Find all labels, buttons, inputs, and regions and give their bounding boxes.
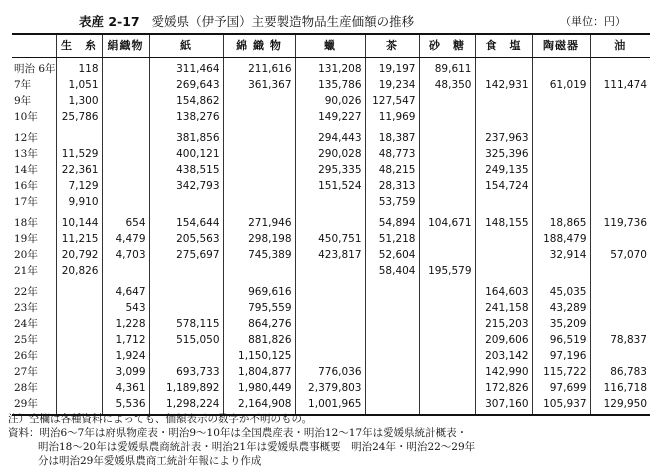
value-cell: 438,515: [149, 162, 223, 178]
value-cell: 203,142: [475, 348, 532, 364]
year-cell: 13年: [14, 148, 38, 160]
year-cell: 16年: [14, 180, 38, 192]
value-cell: 4,479: [102, 231, 149, 247]
value-cell: 78,837: [590, 332, 650, 348]
value-cell: 104,671: [419, 210, 475, 231]
table-row: [12, 231, 650, 247]
value-cell: 1,228: [102, 316, 149, 332]
value-cell: 57,070: [590, 247, 650, 263]
table-row: [12, 279, 650, 300]
value-cell: [295, 348, 365, 364]
year-cell: 25年: [14, 334, 38, 346]
value-cell: 86,783: [590, 364, 650, 380]
value-cell: 11,969: [365, 109, 419, 125]
value-cell: [475, 194, 532, 210]
value-cell: 142,931: [475, 77, 532, 93]
value-cell: [295, 316, 365, 332]
value-cell: [590, 231, 650, 247]
table-row: [12, 210, 650, 231]
value-cell: 119,736: [590, 210, 650, 231]
year-cell: 27年: [14, 366, 38, 378]
value-cell: [532, 194, 590, 210]
value-cell: 48,350: [419, 77, 475, 93]
year-cell: 明治 6年: [14, 63, 56, 75]
value-cell: 693,733: [149, 364, 223, 380]
value-cell: 311,464: [149, 58, 223, 78]
value-cell: 164,603: [475, 279, 532, 300]
year-cell: 24年: [14, 318, 38, 330]
note-sources-cont: 明治18～20年は愛媛県農商統計表・明治21年は愛媛県農事概要 明治24年・明治22～29年: [38, 441, 476, 453]
year-cell: 20年: [14, 249, 38, 261]
value-cell: 205,563: [149, 231, 223, 247]
value-cell: [419, 300, 475, 316]
table-row: [12, 162, 650, 178]
column-header: 食 塩: [475, 34, 532, 58]
value-cell: 188,479: [532, 231, 590, 247]
value-cell: 19,197: [365, 58, 419, 78]
value-cell: 115,722: [532, 364, 590, 380]
table-row: [12, 247, 650, 263]
value-cell: [295, 263, 365, 279]
value-cell: [56, 348, 102, 364]
value-cell: 290,028: [295, 146, 365, 162]
value-cell: [365, 348, 419, 364]
value-cell: [419, 316, 475, 332]
value-cell: [419, 332, 475, 348]
value-cell: 381,856: [149, 125, 223, 146]
value-cell: [532, 93, 590, 109]
value-cell: 53,759: [365, 194, 419, 210]
value-cell: 295,335: [295, 162, 365, 178]
value-cell: [223, 146, 295, 162]
value-cell: 361,367: [223, 77, 295, 93]
value-cell: [149, 279, 223, 300]
value-cell: 271,946: [223, 210, 295, 231]
value-cell: 97,699: [532, 380, 590, 396]
year-cell: 18年: [14, 217, 38, 229]
value-cell: 7,129: [56, 178, 102, 194]
value-cell: [295, 279, 365, 300]
value-cell: 19,234: [365, 77, 419, 93]
column-header: 蠟: [295, 34, 365, 58]
column-header: 生 糸: [56, 34, 102, 58]
value-cell: 450,751: [295, 231, 365, 247]
value-cell: 135,786: [295, 77, 365, 93]
value-cell: 97,196: [532, 348, 590, 364]
value-cell: [475, 263, 532, 279]
value-cell: 22,361: [56, 162, 102, 178]
value-cell: [102, 109, 149, 125]
value-cell: [56, 300, 102, 316]
value-cell: 138,276: [149, 109, 223, 125]
value-cell: 142,990: [475, 364, 532, 380]
value-cell: [590, 194, 650, 210]
value-cell: [590, 279, 650, 300]
value-cell: 400,121: [149, 146, 223, 162]
value-cell: [56, 380, 102, 396]
value-cell: [365, 300, 419, 316]
value-cell: [365, 364, 419, 380]
value-cell: 515,050: [149, 332, 223, 348]
value-cell: [149, 263, 223, 279]
value-cell: 89,611: [419, 58, 475, 78]
table-row: [12, 58, 650, 78]
table-row: [12, 364, 650, 380]
value-cell: 211,616: [223, 58, 295, 78]
table-row: [12, 332, 650, 348]
table-row: [12, 109, 650, 125]
value-cell: [590, 146, 650, 162]
value-cell: 9,910: [56, 194, 102, 210]
value-cell: 45,035: [532, 279, 590, 300]
header-year: [12, 34, 56, 58]
value-cell: 864,276: [223, 316, 295, 332]
value-cell: [590, 93, 650, 109]
value-cell: [532, 263, 590, 279]
value-cell: [475, 93, 532, 109]
value-cell: 543: [102, 300, 149, 316]
value-cell: 1,150,125: [223, 348, 295, 364]
table-row: [12, 380, 650, 396]
value-cell: 654: [102, 210, 149, 231]
value-cell: 151,524: [295, 178, 365, 194]
table-row: [12, 77, 650, 93]
value-cell: [102, 77, 149, 93]
value-cell: 48,215: [365, 162, 419, 178]
value-cell: [223, 263, 295, 279]
value-cell: 342,793: [149, 178, 223, 194]
note-blank-cells: 注）空欄は各種資料によっても、価額表示の数字が不明のもの。: [8, 413, 313, 425]
value-cell: [475, 247, 532, 263]
year-cell: 28年: [14, 382, 38, 394]
title-row: [0, 12, 640, 30]
value-cell: [56, 279, 102, 300]
value-cell: 1,051: [56, 77, 102, 93]
value-cell: 269,643: [149, 77, 223, 93]
value-cell: 149,227: [295, 109, 365, 125]
value-cell: [223, 194, 295, 210]
value-cell: [590, 162, 650, 178]
value-cell: 209,606: [475, 332, 532, 348]
value-cell: 10,144: [56, 210, 102, 231]
value-cell: 28,313: [365, 178, 419, 194]
production-table: [12, 33, 650, 416]
value-cell: 54,894: [365, 210, 419, 231]
note-sources: 資料：明治6～7年は府県物産表・明治9～10年は全国農産表・明治12～17年は愛媛県統計概表・: [8, 427, 468, 439]
column-header: 絹織物: [102, 34, 149, 58]
table-title-text: 愛媛県（伊予国）主要製造物品生産価額の推移: [151, 14, 415, 29]
value-cell: [365, 279, 419, 300]
year-cell: 22年: [14, 286, 38, 298]
value-cell: [102, 125, 149, 146]
value-cell: 307,160: [475, 396, 532, 415]
value-cell: 1,189,892: [149, 380, 223, 396]
value-cell: [419, 231, 475, 247]
value-cell: 578,115: [149, 316, 223, 332]
value-cell: [102, 263, 149, 279]
value-cell: 32,914: [532, 247, 590, 263]
value-cell: [223, 93, 295, 109]
value-cell: 58,404: [365, 263, 419, 279]
unit-label: （単位：円）: [560, 15, 626, 28]
value-cell: 1,712: [102, 332, 149, 348]
value-cell: [419, 279, 475, 300]
column-header: 油: [590, 34, 650, 58]
value-cell: [56, 125, 102, 146]
value-cell: 423,817: [295, 247, 365, 263]
value-cell: 52,604: [365, 247, 419, 263]
year-cell: 14年: [14, 164, 38, 176]
table-number: 表産 2-17: [79, 14, 140, 29]
table-row: [12, 125, 650, 146]
value-cell: 116,718: [590, 380, 650, 396]
value-cell: 11,529: [56, 146, 102, 162]
value-cell: 111,474: [590, 77, 650, 93]
value-cell: [365, 316, 419, 332]
value-cell: 325,396: [475, 146, 532, 162]
value-cell: [419, 125, 475, 146]
value-cell: 1,924: [102, 348, 149, 364]
notes-block: [8, 412, 475, 468]
value-cell: [590, 178, 650, 194]
value-cell: 1,980,449: [223, 380, 295, 396]
value-cell: 237,963: [475, 125, 532, 146]
value-cell: [365, 380, 419, 396]
value-cell: [223, 162, 295, 178]
value-cell: [295, 194, 365, 210]
value-cell: 154,862: [149, 93, 223, 109]
value-cell: 105,937: [532, 396, 590, 415]
value-cell: [419, 162, 475, 178]
value-cell: [419, 178, 475, 194]
value-cell: [102, 93, 149, 109]
value-cell: [149, 348, 223, 364]
value-cell: 2,379,803: [295, 380, 365, 396]
value-cell: [365, 332, 419, 348]
year-cell: 10年: [14, 111, 38, 123]
value-cell: [419, 146, 475, 162]
value-cell: 43,289: [532, 300, 590, 316]
value-cell: 18,865: [532, 210, 590, 231]
table-header-row: [12, 34, 650, 58]
value-cell: [590, 58, 650, 78]
value-cell: [149, 300, 223, 316]
value-cell: [102, 178, 149, 194]
value-cell: [532, 178, 590, 194]
table-row: [12, 194, 650, 210]
note-sources-cont: 分は明治29年愛媛県農商工統計年報により作成: [38, 455, 262, 467]
value-cell: 1,804,877: [223, 364, 295, 380]
value-cell: [102, 162, 149, 178]
value-cell: 25,786: [56, 109, 102, 125]
value-cell: 48,773: [365, 146, 419, 162]
value-cell: 148,155: [475, 210, 532, 231]
value-cell: [149, 194, 223, 210]
year-cell: 26年: [14, 350, 38, 362]
value-cell: 2,164,908: [223, 396, 295, 415]
year-cell: 19年: [14, 233, 38, 245]
year-cell: 12年: [14, 132, 38, 144]
value-cell: 1,298,224: [149, 396, 223, 415]
value-cell: [590, 125, 650, 146]
value-cell: 20,826: [56, 263, 102, 279]
value-cell: 96,519: [532, 332, 590, 348]
value-cell: 4,647: [102, 279, 149, 300]
value-cell: 881,826: [223, 332, 295, 348]
value-cell: [532, 58, 590, 78]
value-cell: [475, 109, 532, 125]
year-cell: 9年: [14, 95, 32, 107]
value-cell: 127,547: [365, 93, 419, 109]
value-cell: 11,215: [56, 231, 102, 247]
value-cell: [590, 263, 650, 279]
value-cell: [102, 146, 149, 162]
value-cell: 1,001,965: [295, 396, 365, 415]
value-cell: 129,950: [590, 396, 650, 415]
value-cell: 275,697: [149, 247, 223, 263]
value-cell: [102, 58, 149, 78]
value-cell: [295, 332, 365, 348]
value-cell: 61,019: [532, 77, 590, 93]
value-cell: [56, 332, 102, 348]
table-row: [12, 316, 650, 332]
value-cell: 249,135: [475, 162, 532, 178]
value-cell: 241,158: [475, 300, 532, 316]
value-cell: [56, 316, 102, 332]
value-cell: [419, 93, 475, 109]
value-cell: 795,559: [223, 300, 295, 316]
value-cell: 4,703: [102, 247, 149, 263]
value-cell: [590, 109, 650, 125]
value-cell: 1,300: [56, 93, 102, 109]
value-cell: [223, 109, 295, 125]
value-cell: [419, 109, 475, 125]
year-cell: 7年: [14, 79, 32, 91]
table-row: [12, 178, 650, 194]
table-row: [12, 146, 650, 162]
value-cell: 745,389: [223, 247, 295, 263]
value-cell: 215,203: [475, 316, 532, 332]
value-cell: [295, 300, 365, 316]
value-cell: [56, 364, 102, 380]
value-cell: [590, 300, 650, 316]
column-header: 茶: [365, 34, 419, 58]
table-row: [12, 300, 650, 316]
column-header: 砂 糖: [419, 34, 475, 58]
value-cell: [102, 194, 149, 210]
value-cell: 195,579: [419, 263, 475, 279]
value-cell: [419, 380, 475, 396]
value-cell: 3,099: [102, 364, 149, 380]
value-cell: 4,361: [102, 380, 149, 396]
value-cell: 20,792: [56, 247, 102, 263]
value-cell: 172,826: [475, 380, 532, 396]
value-cell: 35,209: [532, 316, 590, 332]
value-cell: [475, 58, 532, 78]
value-cell: 51,218: [365, 231, 419, 247]
value-cell: 18,387: [365, 125, 419, 146]
value-cell: [295, 210, 365, 231]
table-body: [12, 58, 650, 416]
column-header: 陶磁器: [532, 34, 590, 58]
table-row: [12, 348, 650, 364]
year-cell: 17年: [14, 196, 38, 208]
value-cell: [532, 125, 590, 146]
value-cell: [532, 146, 590, 162]
value-cell: [223, 125, 295, 146]
value-cell: [532, 162, 590, 178]
value-cell: [590, 316, 650, 332]
year-cell: 21年: [14, 265, 38, 277]
year-cell: 29年: [12, 396, 56, 415]
value-cell: [419, 194, 475, 210]
value-cell: 154,644: [149, 210, 223, 231]
value-cell: 131,208: [295, 58, 365, 78]
column-header: 綿 織 物: [223, 34, 295, 58]
value-cell: 776,036: [295, 364, 365, 380]
value-cell: 969,616: [223, 279, 295, 300]
table-row: [12, 93, 650, 109]
column-header: 紙: [149, 34, 223, 58]
year-cell: 23年: [14, 302, 38, 314]
value-cell: [223, 178, 295, 194]
table-row: [12, 263, 650, 279]
value-cell: 154,724: [475, 178, 532, 194]
value-cell: [419, 364, 475, 380]
value-cell: 5,536: [102, 396, 149, 415]
value-cell: 298,198: [223, 231, 295, 247]
value-cell: [532, 109, 590, 125]
value-cell: 90,026: [295, 93, 365, 109]
value-cell: [419, 247, 475, 263]
value-cell: [475, 231, 532, 247]
value-cell: 294,443: [295, 125, 365, 146]
value-cell: [419, 348, 475, 364]
value-cell: 118: [56, 58, 102, 78]
table-title: [79, 12, 414, 30]
value-cell: [590, 348, 650, 364]
